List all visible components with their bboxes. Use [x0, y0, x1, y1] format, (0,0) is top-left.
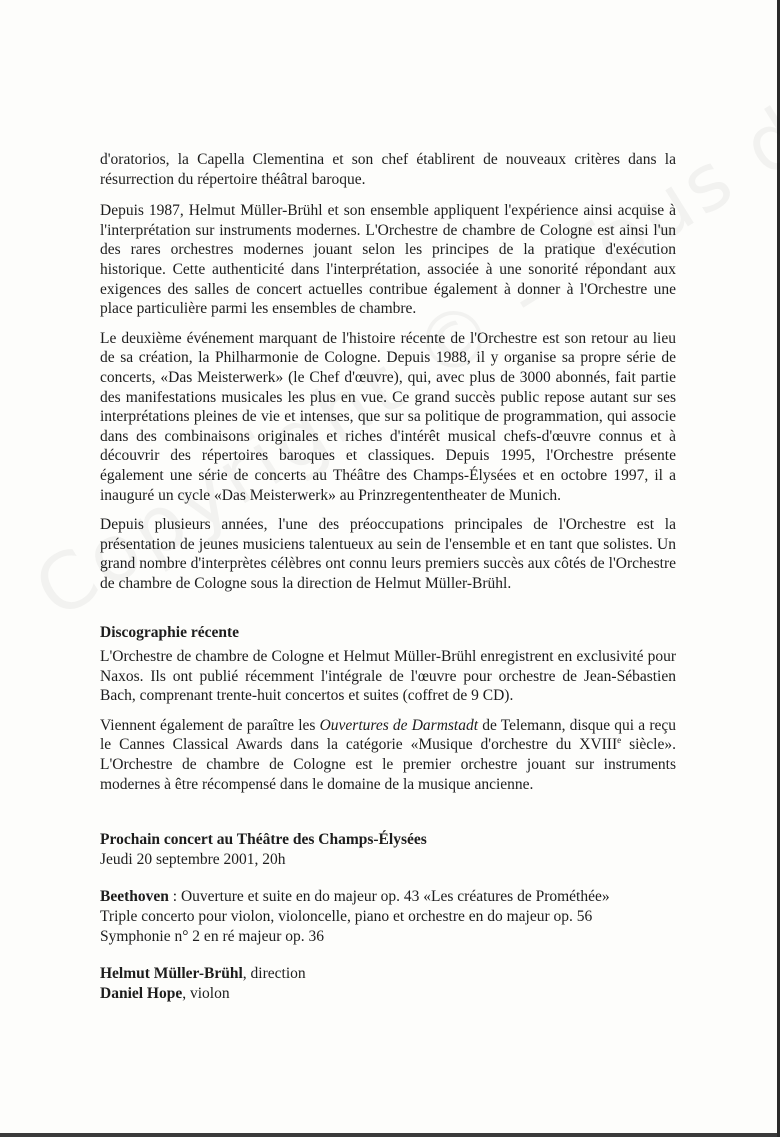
program-line-1: [100, 887, 676, 907]
performer-conductor: [100, 964, 676, 984]
page-content: [100, 150, 676, 1003]
performer-name: Helmut Müller-Brühl: [100, 965, 243, 983]
paragraph-philharmonie: Le deuxième événement marquant de l'histoire récente de l'Orchestre est son retour au lieu de sa création, la Philharmonie de Cologne. Depuis 1988, il y organise sa propre série de concerts, «Das Meisterwerk» (le Chef d'œuvre), qui, avec plus de 3000 abonnés, fait partie des manifestations musicales les plus en vue. Ce grand succès public repose autant sur ses interprétations pleines de vie et intenses, que sur sa politique de programmation, qui associe dans des combinaisons originales et riches d'intérêt musical chefs-d'œuvre connus et à découvrir des répertoires baroques et classiques. Depuis 1995, l'Orchestre présente également une série de concerts au Théâtre des Champs-Élysées et en octobre 1997, il a inauguré un cycle «Das Meisterwerk» au Prinzregententheater de Munich.: [100, 329, 676, 504]
performer-role: , direction: [242, 965, 306, 983]
telemann-text-start: Viennent également de paraître les: [100, 716, 320, 734]
next-concert: [100, 830, 676, 1003]
century-superscript: e: [617, 735, 622, 746]
performer-name: Daniel Hope: [100, 984, 183, 1002]
paragraph-young-musicians: Depuis plusieurs années, l'une des préoccupations principales de l'Orchestre est la présentation de jeunes musiciens talentueux au sein de l'ensemble et en tant que solistes. Un grand nombre d'interprètes célèbres ont connu leurs premiers succès aux côtés de l'Orchestre de chambre de Cologne sous la direction de Helmut Müller-Brühl.: [100, 516, 676, 592]
page-bottom-edge: [0, 1133, 777, 1137]
discography-paragraph-naxos: L'Orchestre de chambre de Cologne et Helmut Müller-Brühl enregistrent en exclusivité pour Naxos. Ils ont publié récemment l'intégrale de l'œuvre pour orchestre de Jean-Sébastien Bach, comprenant trente-huit concertos et suites (coffret de 9 CD).: [100, 648, 676, 705]
program-work-1: : Ouverture et suite en do majeur op. 43 «Les créatures de Prométhée»: [168, 888, 610, 906]
concert-performers: [100, 964, 676, 1003]
next-concert-date: Jeudi 20 septembre 2001, 20h: [100, 850, 286, 868]
telemann-text-mid: de Telemann, disque qui a reçu le Cannes Classical Awards dans la catégorie «Musique d'orchestre du XVIII: [100, 716, 677, 754]
discography-heading: Discographie récente: [100, 624, 240, 642]
darmstadt-title: Ouvertures de Darmstadt: [319, 716, 479, 734]
paragraph-modern-instruments: Depuis 1987, Helmut Müller-Brühl et son ensemble appliquent l'expérience ainsi acquise à l'interprétation sur instruments modernes. L'Orchestre de chambre de Cologne est ainsi l'un des rares orchestres modernes jouant selon les principes de la pratique d'exécution historique. Cette authenticité dans l'interprétation, associée à une sonorité répondant aux exigences des salles de concert actuelles contribue également à donner à l'Orchestre une place particulière parmi les ensembles de chambre.: [100, 202, 676, 318]
next-concert-title: Prochain concert au Théâtre des Champs-Élysées: [100, 831, 427, 849]
performer-role: , violon: [182, 984, 230, 1002]
program-work-3: Symphonie n° 2 en ré majeur op. 36: [100, 927, 325, 945]
paragraph-capella: d'oratorios, la Capella Clementina et son chef établirent de nouveaux critères dans la résurrection du répertoire théâtral baroque.: [100, 151, 676, 188]
composer-name: Beethoven: [100, 888, 169, 906]
discography-paragraph-telemann: [100, 716, 676, 794]
performer-violinist: [100, 984, 676, 1004]
telemann-text-end: siècle». L'Orchestre de chambre de Cologne est le premier orchestre jouant sur instruments modernes à être récompensé dans le domaine de la musique ancienne.: [100, 736, 676, 793]
program-work-2: Triple concerto pour violon, violoncelle, piano et orchestre en do majeur op. 56: [100, 908, 593, 925]
concert-program: [100, 887, 676, 946]
